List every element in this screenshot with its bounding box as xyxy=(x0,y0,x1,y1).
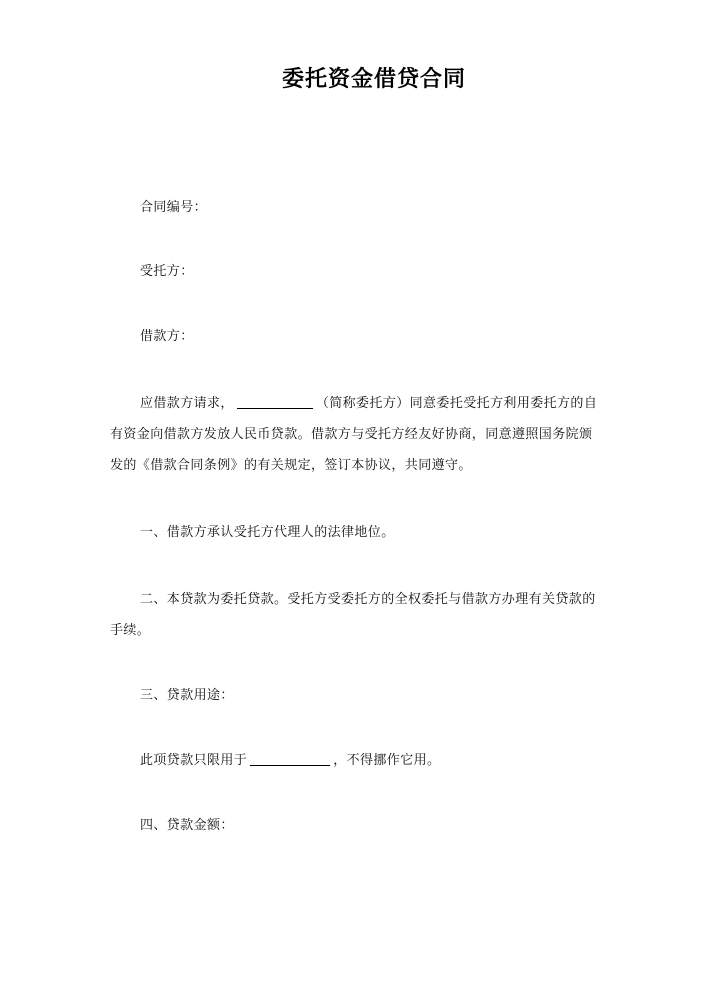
clause-2-line2: 手续。 xyxy=(110,623,151,638)
preamble-part2: （简称委托方）同意委托受托方利用委托方的自 xyxy=(315,396,598,411)
borrower-label: 借款方： xyxy=(140,329,194,344)
preamble-part1: 应借款方请求， xyxy=(140,396,234,411)
loan-purpose-blank xyxy=(250,751,330,766)
contract-number-label: 合同编号： xyxy=(140,200,208,215)
trustor-label: 受托方： xyxy=(140,264,194,279)
principal-name-blank xyxy=(237,394,313,409)
clause-4-heading: 四、贷款金额： xyxy=(140,818,234,833)
clause-2-line1: 二、本贷款为委托贷款。受托方受委托方的全权委托与借款方办理有关贷款的 xyxy=(140,592,596,607)
clause-3-body xyxy=(110,745,640,776)
clause-3-part2: ，不得挪作它用。 xyxy=(333,753,441,768)
preamble-paragraph xyxy=(110,388,640,481)
clause-3-heading: 三、贷款用途： xyxy=(140,688,234,703)
document-title: 委托资金借贷合同 xyxy=(281,67,466,92)
preamble-line3: 发的《借款合同条例》的有关规定，签订本协议，共同遵守。 xyxy=(110,458,472,473)
preamble-line2: 有资金向借款方发放人民币贷款。借款方与受托方经友好协商，同意遵照国务院颁 xyxy=(110,427,593,442)
clause-3-part1: 此项贷款只限用于 xyxy=(140,753,248,768)
clause-2 xyxy=(110,584,640,646)
clause-1: 一、借款方承认受托方代理人的法律地位。 xyxy=(140,525,395,540)
